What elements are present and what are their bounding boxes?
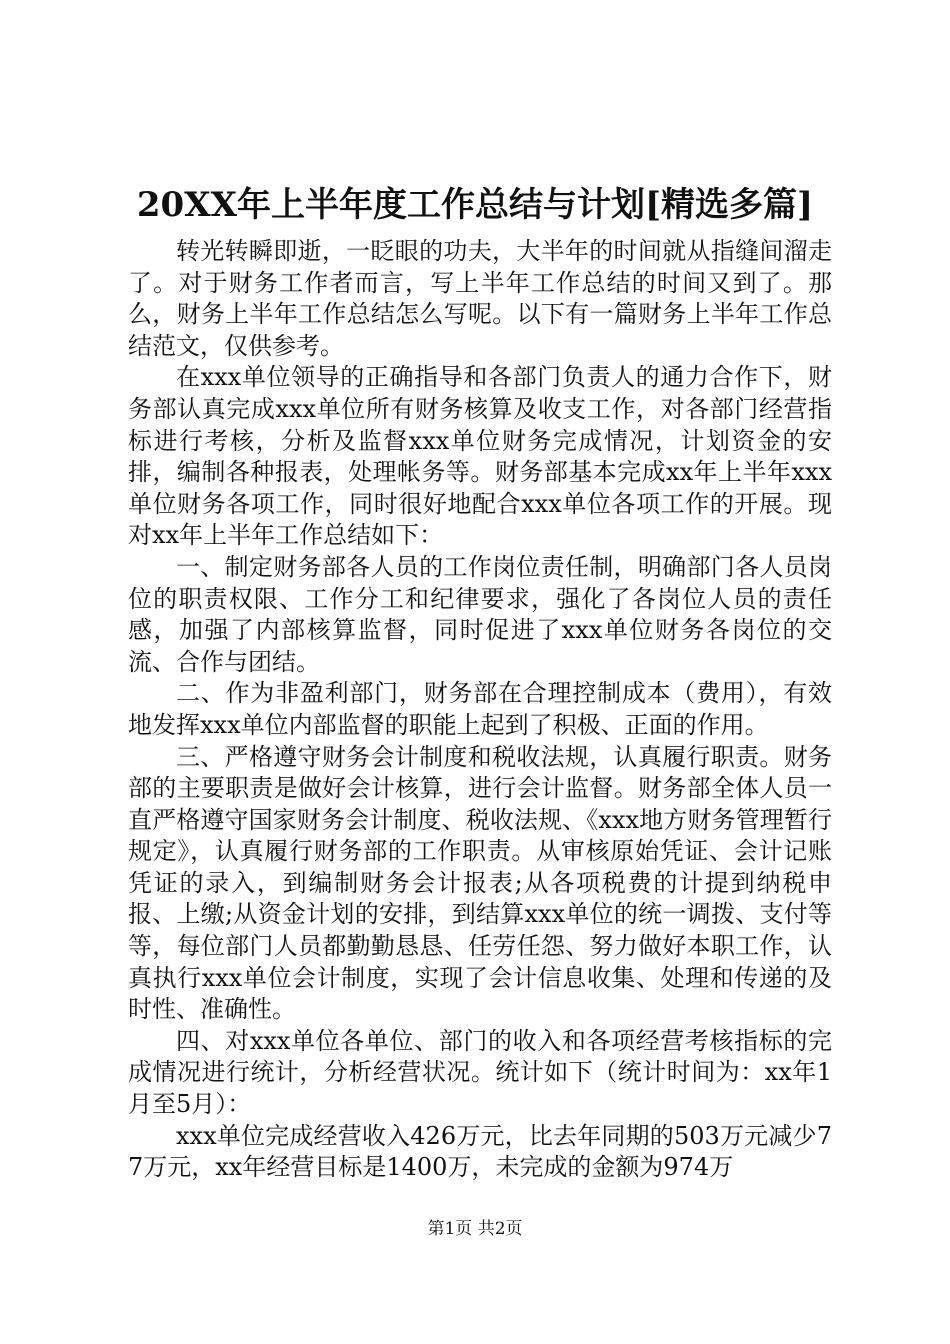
page-footer: 第1页 共2页 xyxy=(427,1219,523,1239)
paragraph-item-2: 二、作为非盈利部门，财务部在合理控制成本（费用），有效地发挥xxx单位内部监督的职能上起到了积极、正面的作用。 xyxy=(128,679,832,739)
paragraph-item-4: 四、对xxx单位各单位、部门的收入和各项经营考核指标的完成情况进行统计，分析经营状况。统计如下（统计时间为：xx年1月至5月）： xyxy=(128,1026,832,1119)
paragraph-item-3: 三、严格遵守财务会计制度和税收法规，认真履行职责。财务部的主要职责是做好会计核算，进行会计监督。财务部全体人员一直严格遵守国家财务会计制度、税收法规、《xxx地方财务管理暂行规定》，认真履行财务部的工作职责。从审核原始凭证、会计记账凭证的录入，到编制财务会计报表;从各项税费的计提到纳税申报、上缴;从资金计划的安排，到结算xxx单位的统一调拨、支付等等，每位部门人员都勤勤恳恳、任劳任怨、努力做好本职工作，认真执行xxx单位会计制度，实现了会计信息收集、处理和传递的及时性、准确性。 xyxy=(128,742,832,1024)
document-body xyxy=(128,236,832,1184)
paragraph-overview: 在xxx单位领导的正确指导和各部门负责人的通力合作下，财务部认真完成xxx单位所有财务核算及收支工作，对各部门经营指标进行考核，分析及监督xxx单位财务完成情况，计划资金的安排，编制各种报表，处理帐务等。财务部基本完成xx年上半年xxx单位财务各项工作，同时很好地配合xxx单位各项工作的开展。现对xx年上半年工作总结如下： xyxy=(128,363,832,550)
paragraph-item-1: 一、制定财务部各人员的工作岗位责任制，明确部门各人员岗位的职责权限、工作分工和纪律要求，强化了各岗位人员的责任感，加强了内部核算监督，同时促进了xxx单位财务各岗位的交流、合作与团结。 xyxy=(128,552,832,676)
paragraph-intro: 转光转瞬即逝，一眨眼的功夫，大半年的时间就从指缝间溜走了。对于财务工作者而言，写上半年工作总结的时间又到了。那么，财务上半年工作总结怎么写呢。以下有一篇财务上半年工作总结范文，仅供参考。 xyxy=(128,237,832,360)
paragraph-revenue: xxx单位完成经营收入426万元，比去年同期的503万元减少77万元，xx年经营目标是1400万，未完成的金额为974万 xyxy=(128,1121,832,1182)
document-title: 20XX年上半年度工作总结与计划[精选多篇] xyxy=(136,185,814,225)
